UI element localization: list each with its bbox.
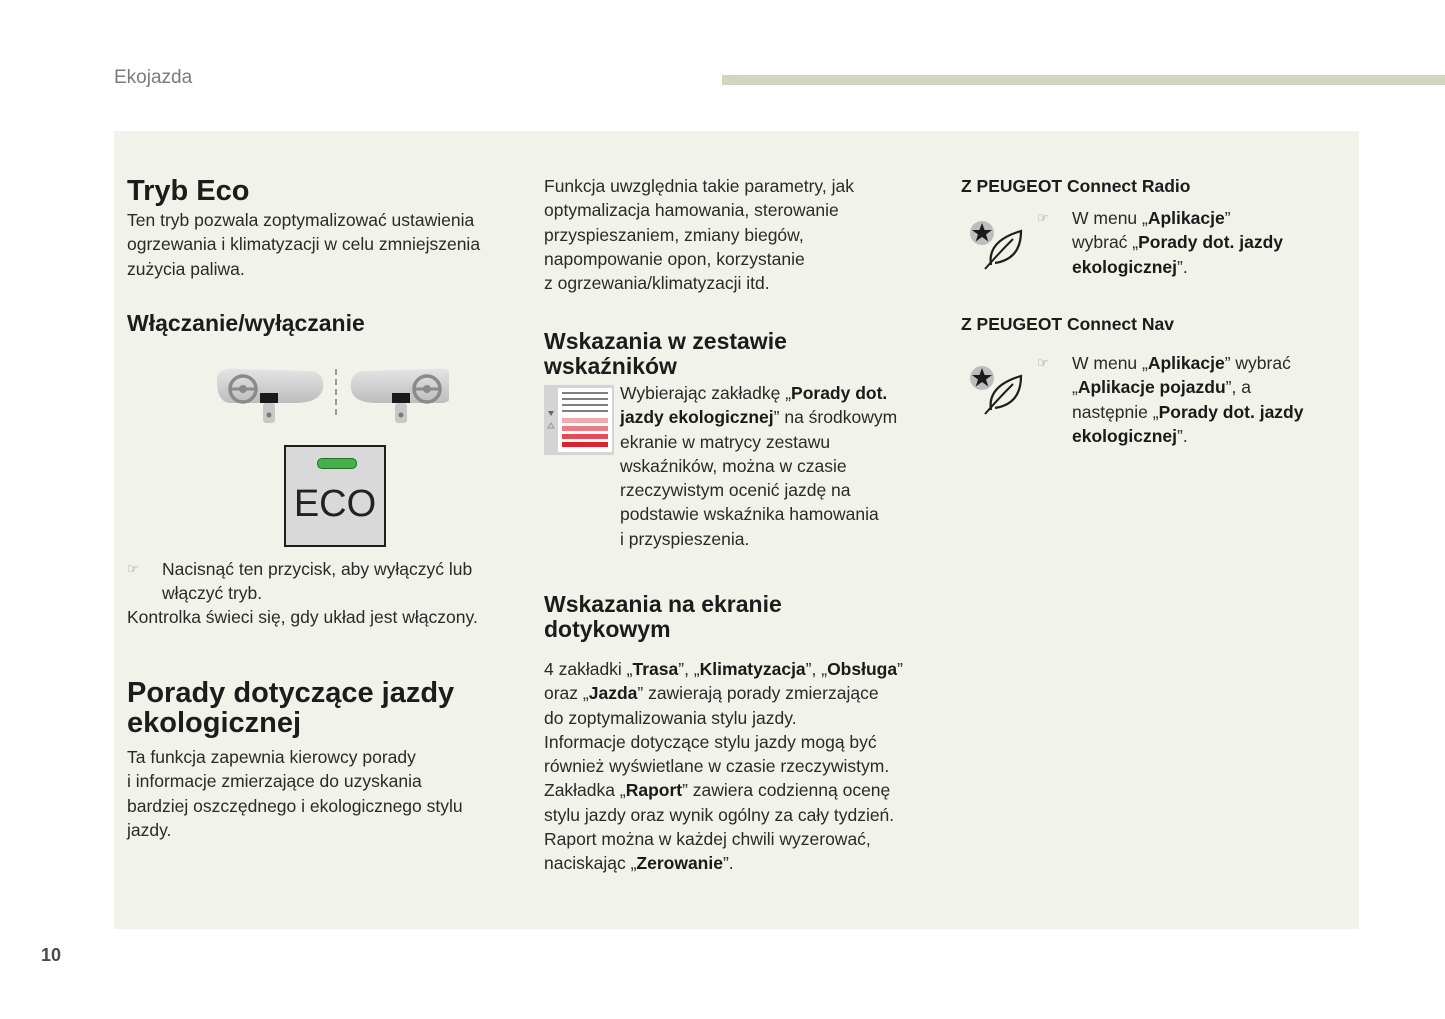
heading-line: dotykowym (544, 615, 671, 642)
text-line: stylu jazdy oraz wynik ogólny za cały tydzień. (544, 804, 895, 825)
text-line: do zoptymalizowania stylu jazdy. (544, 707, 797, 728)
tryb-eco-text (127, 208, 527, 281)
text-line: z ogrzewania/klimatyzacji itd. (544, 273, 770, 294)
text-line: oraz „Jazda” zawierają porady zmierzające (544, 683, 879, 704)
text-line: również wyświetlane w czasie rzeczywistym. (544, 756, 890, 777)
text-line: wybrać „Porady dot. jazdy (1072, 232, 1284, 253)
pointing-hand-icon: ☞ (127, 561, 139, 576)
text-line: Funkcja uwzględnia takie parametry, jak (544, 176, 854, 196)
eco-button[interactable] (284, 445, 386, 547)
content-panel (114, 131, 1359, 929)
touch-text (544, 657, 944, 876)
text-line: i przyspieszenia. (620, 528, 750, 549)
text-line: W menu „Aplikacje” wybrać (1072, 353, 1291, 373)
eco-leaf-icon (969, 364, 1025, 416)
tryb-eco-heading: Tryb Eco (127, 175, 250, 207)
text-line: Nacisnąć ten przycisk, aby wyłączyć lub (162, 559, 473, 579)
text-line: ekranie w matrycy zestawu (620, 431, 831, 452)
bullet-text (162, 557, 522, 606)
heading-line: wskaźników (544, 352, 677, 379)
cluster-heading (544, 329, 787, 378)
dashboard-location-illustration (199, 359, 449, 429)
text-line: Wybierając zakładkę „Porady dot. (620, 383, 888, 403)
heading-line: Porady dotyczące jazdy (127, 677, 455, 709)
text-line: przyspieszaniem, zmiany biegów, (544, 224, 804, 245)
text-line: Raport można w każdej chwili wyzerować, (544, 829, 871, 850)
onoff-heading: Włączanie/wyłączanie (127, 310, 365, 336)
cluster-display-icon (544, 385, 614, 455)
text-line: włączyć tryb. (162, 583, 263, 604)
header-bar (722, 75, 1445, 85)
text-line: optymalizacja hamowania, sterowanie (544, 200, 839, 221)
text-line: Zakładka „Raport” zawiera codzienną ocenę (544, 780, 891, 801)
heading-line: Wskazania na ekranie (544, 591, 782, 617)
right-dashboard-icon (351, 369, 449, 423)
text-line: rzeczywistym ocenić jazdę na (620, 480, 851, 501)
text-line: ogrzewania i klimatyzacji w celu zmniejszenia (127, 234, 481, 255)
text-line: napompowanie opon, korzystanie (544, 248, 805, 269)
text-line: wskaźników, można w czasie (620, 455, 847, 476)
text-line: Ta funkcja zapewnia kierowcy porady (127, 747, 416, 767)
text-line: ekologicznej”. (1072, 425, 1188, 446)
text-line: i informacje zmierzające do uzyskania (127, 771, 422, 792)
eco-button-label: ECO (293, 483, 377, 525)
header-title: Ekojazda (114, 67, 193, 88)
eco-leaf-icon (969, 219, 1025, 271)
porady-text (127, 745, 527, 842)
text-line: naciskając „Zerowanie”. (544, 853, 734, 874)
text-line: następnie „Porady dot. jazdy (1072, 401, 1304, 422)
text-line: Informacje dotyczące stylu jazdy mogą być (544, 731, 877, 752)
indicator-text: Kontrolka świeci się, gdy układ jest włączony. (127, 607, 478, 627)
cluster-text (620, 381, 940, 551)
text-line: W menu „Aplikacje” (1072, 208, 1231, 228)
radio-heading: Z PEUGEOT Connect Radio (961, 176, 1191, 196)
text-line: jazdy. (127, 819, 172, 840)
text-line: Ten tryb pozwala zoptymalizować ustawienia (127, 210, 475, 230)
porady-heading (127, 678, 454, 738)
text-line: 4 zakładki „Trasa”, „Klimatyzacja”, „Obsługa” (544, 659, 903, 679)
touch-heading (544, 592, 782, 641)
text-line: bardziej oszczędnego i ekologicznego stylu (127, 795, 463, 816)
left-dashboard-icon (217, 369, 323, 423)
heading-line: ekologicznej (127, 707, 302, 739)
text-line: jazdy ekologicznej” na środkowym (620, 407, 898, 428)
eco-indicator-led (317, 458, 357, 469)
text-line: zużycia paliwa. (127, 258, 245, 279)
text-line: „Aplikacje pojazdu”, a (1072, 377, 1251, 398)
radio-text (1072, 206, 1352, 279)
nav-heading: Z PEUGEOT Connect Nav (961, 314, 1174, 334)
text-line: ekologicznej”. (1072, 256, 1188, 277)
page-number: 10 (41, 945, 62, 965)
pointing-hand-icon: ☞ (1037, 210, 1049, 225)
nav-text (1072, 351, 1352, 448)
intro-text (544, 174, 944, 295)
text-line: podstawie wskaźnika hamowania (620, 504, 879, 525)
heading-line: Wskazania w zestawie (544, 328, 787, 354)
pointing-hand-icon: ☞ (1037, 355, 1049, 370)
